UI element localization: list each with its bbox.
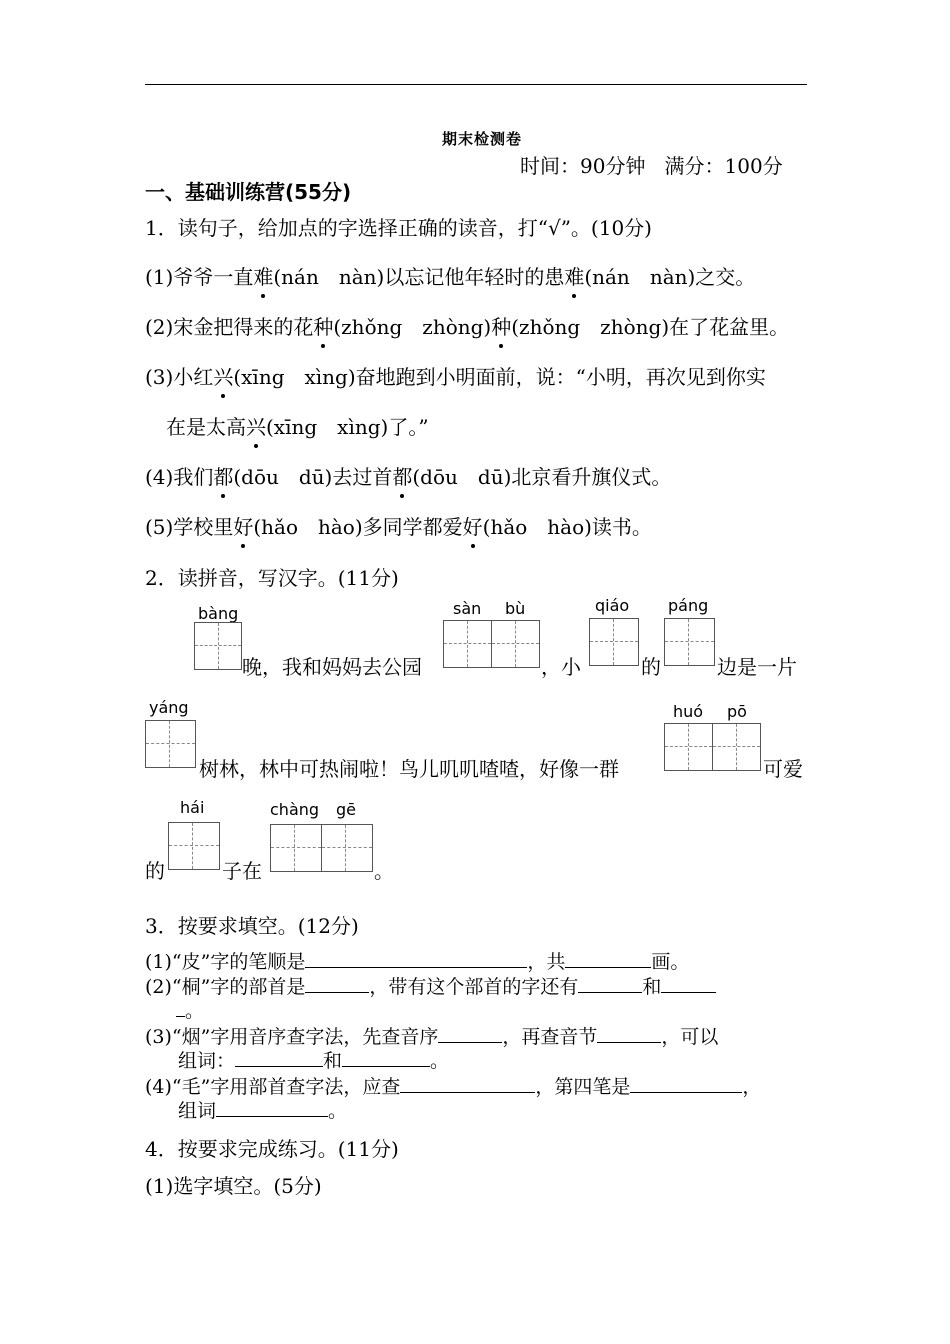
text: ，共: [527, 951, 566, 973]
text: ，小: [541, 655, 581, 679]
dotted-char: 种: [313, 311, 333, 340]
text: 组词：: [178, 1050, 236, 1072]
answer-blank[interactable]: [305, 974, 369, 993]
text: (xīng xìng)了。”: [266, 415, 429, 439]
q1-item-2: [145, 311, 789, 340]
text: 在是太高: [166, 415, 246, 439]
answer-blank[interactable]: [578, 974, 642, 993]
text: (zhǒng zhòng)在了花盆里。: [511, 315, 790, 339]
time-label: 时间：90分钟: [520, 154, 646, 178]
text: (nán nàn)以忘记他年轻时的患: [273, 265, 565, 289]
q4-sub-1: (1)选字填空。(5分): [145, 1174, 322, 1198]
dotted-char: 好: [233, 511, 253, 540]
q3-line-3: [145, 1022, 718, 1049]
q1-item-3: [145, 361, 766, 390]
text: ，第四笔是: [535, 1076, 631, 1098]
text: ，可以: [661, 1026, 719, 1048]
pinyin: gē: [336, 800, 356, 819]
answer-blank[interactable]: [400, 1074, 535, 1093]
text: 子在: [222, 859, 262, 883]
tianzige-box[interactable]: [589, 618, 639, 666]
tianzige-box[interactable]: [145, 720, 196, 768]
answer-blank[interactable]: [176, 998, 185, 1017]
text: 。: [430, 1050, 450, 1072]
pinyin: huó: [673, 702, 704, 721]
dotted-char: 都: [392, 461, 412, 490]
answer-blank[interactable]: [235, 1048, 323, 1067]
answer-blank[interactable]: [661, 974, 716, 993]
question-4-title: 4．按要求完成练习。(11分): [145, 1137, 399, 1161]
text: (hǎo hào)多同学都爱: [253, 515, 463, 539]
text: 晚，我和妈妈去公园: [242, 655, 422, 679]
score-label: 满分：100分: [664, 154, 783, 178]
text: 组词: [178, 1100, 217, 1122]
tianzige-box[interactable]: [168, 822, 220, 870]
text: (2)宋金把得来的花: [145, 315, 314, 339]
dotted-char: 兴: [213, 361, 233, 390]
page-title: 期末检测卷: [442, 130, 523, 148]
tianzige-box[interactable]: [664, 618, 715, 666]
text: 边是一片: [717, 655, 797, 679]
section-title: 一、基础训练营(55分): [145, 180, 352, 204]
text: ，再查音节: [502, 1026, 598, 1048]
pinyin: pō: [727, 702, 747, 721]
q1-item-1: [145, 261, 755, 290]
dotted-char: 难: [253, 261, 273, 290]
text: (4)我们: [145, 465, 214, 489]
tianzige-box[interactable]: [443, 620, 540, 668]
dotted-char: 都: [213, 461, 233, 490]
tianzige-box[interactable]: [664, 723, 761, 771]
answer-blank[interactable]: [438, 1024, 502, 1043]
text: (nán nàn)之交。: [584, 265, 756, 289]
text: (1)爷爷一直: [145, 265, 254, 289]
text: (3)小红: [145, 365, 214, 389]
q3-line-4-cont: [178, 1096, 347, 1123]
answer-blank[interactable]: [565, 949, 651, 968]
pinyin: páng: [668, 596, 709, 615]
text: 。: [328, 1100, 348, 1122]
dotted-char: 兴: [246, 411, 266, 440]
top-rule: [145, 84, 807, 85]
pinyin: qiáo: [595, 596, 630, 615]
text: 。: [374, 859, 394, 883]
q1-item-3-cont: [166, 411, 429, 440]
text: (hǎo hào)读书。: [482, 515, 652, 539]
answer-blank[interactable]: [342, 1048, 430, 1067]
text: 和: [323, 1050, 343, 1072]
question-2-title: 2．读拼音，写汉字。(11分): [145, 566, 399, 590]
text: (zhǒng zhòng): [333, 315, 492, 339]
answer-blank[interactable]: [630, 1074, 742, 1093]
pinyin: hái: [180, 798, 205, 817]
text: (dōu dū)北京看升旗仪式。: [412, 465, 672, 489]
answer-blank[interactable]: [305, 949, 527, 968]
text: (1)“皮”字的笔顺是: [145, 951, 306, 973]
text: ，: [742, 1076, 762, 1098]
dotted-char: 好: [463, 511, 483, 540]
text: 和: [642, 976, 662, 998]
text: (2)“桐”字的部首是: [145, 976, 306, 998]
pinyin: chàng: [270, 800, 320, 819]
q3-line-4: [145, 1072, 761, 1099]
tianzige-box[interactable]: [270, 824, 373, 872]
pinyin: bù: [505, 599, 526, 618]
q3-line-3-cont: [178, 1046, 449, 1073]
question-3-title: 3．按要求填空。(12分): [145, 914, 359, 938]
text: 可爱: [763, 757, 803, 781]
pinyin: yáng: [149, 698, 189, 717]
text: 树林，林中可热闹啦！鸟儿叽叽喳喳，好像一群: [199, 757, 619, 781]
time-info: [520, 150, 783, 179]
text: (dōu dū)去过首: [233, 465, 393, 489]
answer-blank[interactable]: [597, 1024, 661, 1043]
q3-line-2-cont: [176, 996, 204, 1023]
text: 的: [145, 859, 165, 883]
dotted-char: 种: [491, 311, 511, 340]
pinyin: sàn: [453, 599, 482, 618]
dotted-char: 难: [564, 261, 584, 290]
tianzige-box[interactable]: [194, 622, 242, 670]
pinyin: bàng: [198, 604, 239, 623]
q3-line-2: [145, 972, 716, 999]
q1-item-5: [145, 511, 652, 540]
q3-line-1: [145, 947, 689, 974]
text: ，带有这个部首的字还有: [369, 976, 579, 998]
text: (3)“烟”字用音序查字法，先查音序: [145, 1026, 439, 1048]
question-1-title: 1．读句子，给加点的字选择正确的读音，打“√”。(10分): [145, 216, 652, 240]
text: (4)“毛”字用部首查字法，应查: [145, 1076, 401, 1098]
text: 。: [185, 1000, 205, 1022]
text: (xīng xìng)奋地跑到小明面前，说：“小明，再次见到你实: [233, 365, 766, 389]
answer-blank[interactable]: [216, 1098, 328, 1117]
text: 画。: [651, 951, 690, 973]
text: 的: [641, 655, 661, 679]
text: (5)学校里: [145, 515, 234, 539]
q1-item-4: [145, 461, 671, 490]
